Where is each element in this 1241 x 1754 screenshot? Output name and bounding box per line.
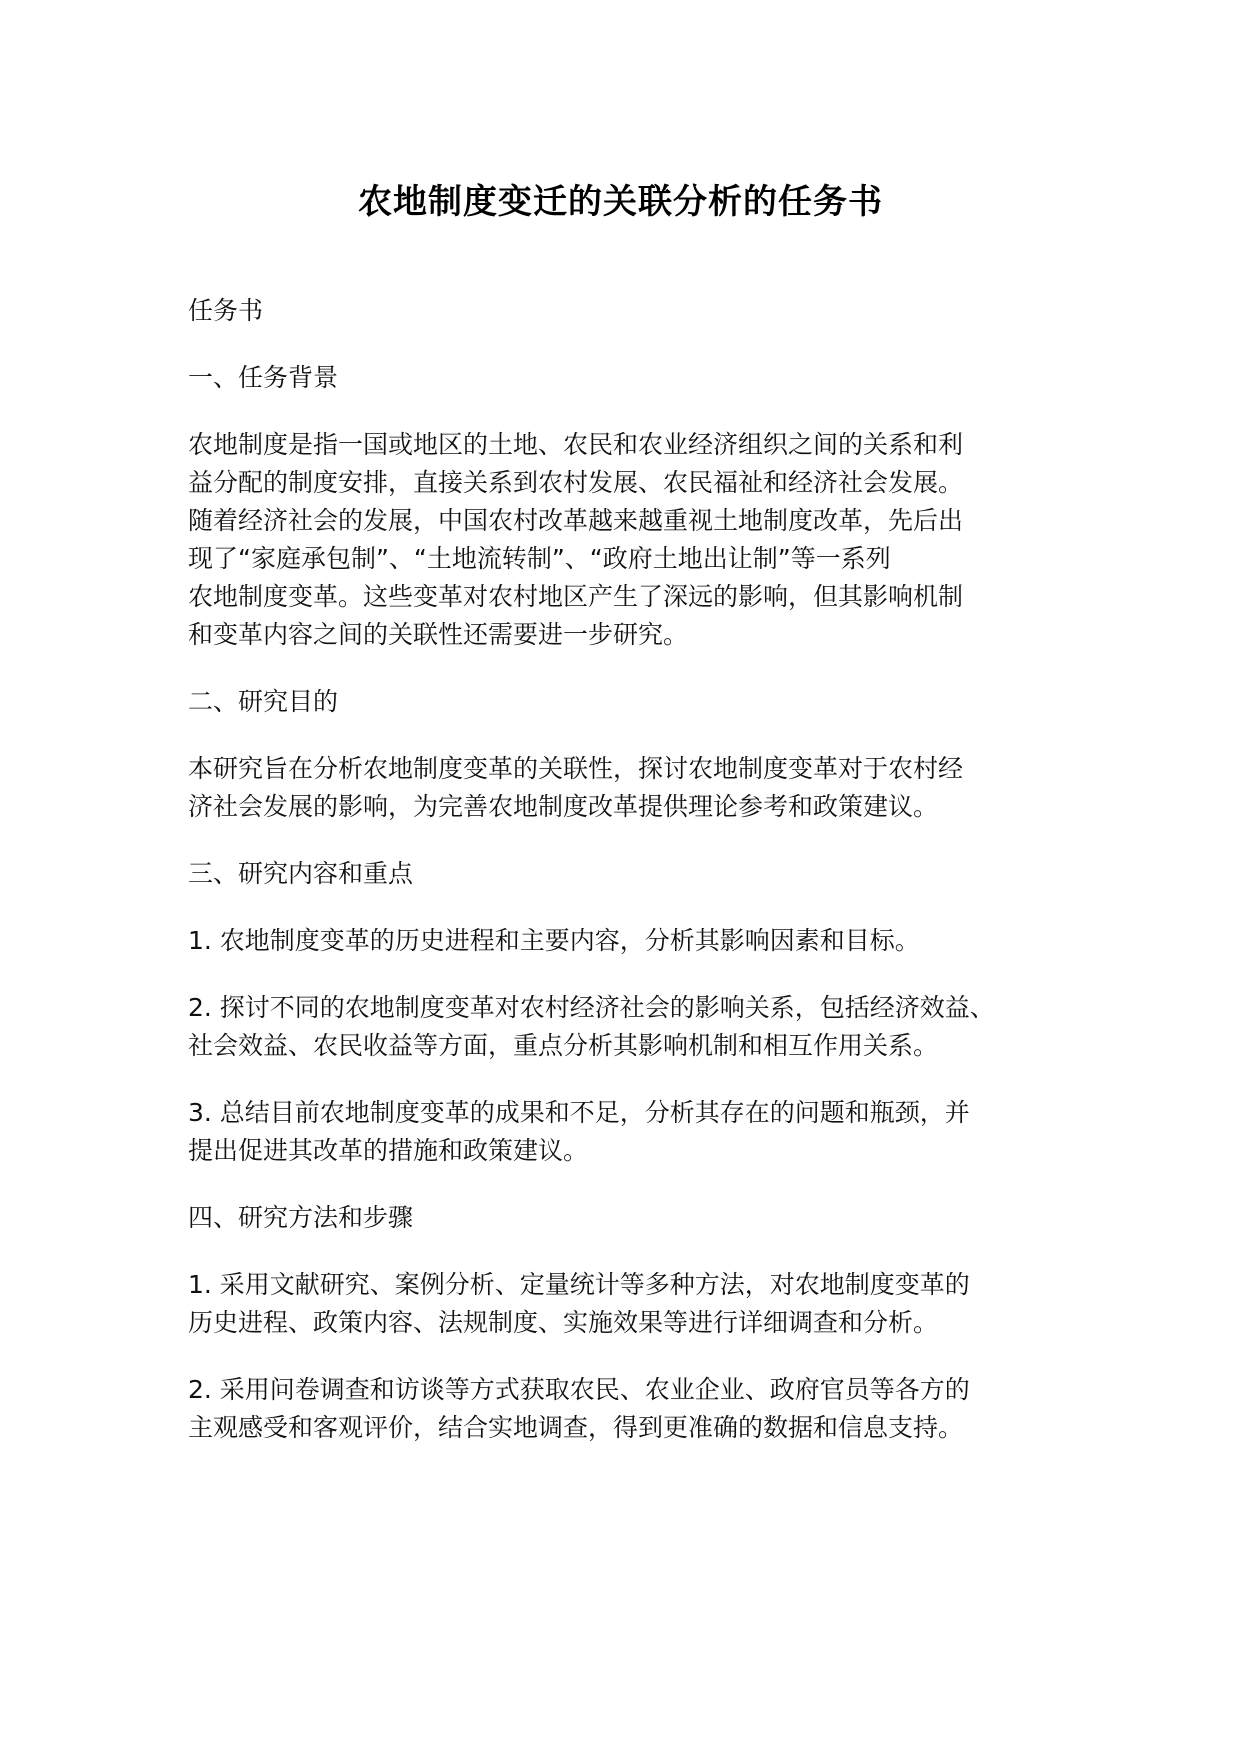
text-line: 现了“家庭承包制”、“土地流转制”、“政府土地出让制”等一系列	[188, 544, 891, 573]
text-line: 益分配的制度安排，直接关系到农村发展、农民福祉和经济社会发展。	[188, 468, 964, 497]
list-item-content-2	[188, 989, 1068, 1065]
text-line: 2. 探讨不同的农地制度变革对农村经济社会的影响关系，包括经济效益、	[188, 993, 995, 1022]
document-body	[188, 292, 1068, 1476]
text-line: 农地制度变革。这些变革对农村地区产生了深远的影响，但其影响机制	[188, 582, 964, 611]
paragraph-purpose	[188, 750, 1068, 826]
text-line: 1. 农地制度变革的历史进程和主要内容，分析其影响因素和目标。	[188, 926, 920, 955]
list-item-content-3	[188, 1094, 1068, 1170]
text-line: 和变革内容之间的关联性还需要进一步研究。	[188, 620, 689, 649]
text-line: 农地制度是指一国或地区的土地、农民和农业经济组织之间的关系和利	[188, 430, 964, 459]
list-item-methods-1	[188, 1266, 1068, 1342]
document-title: 农地制度变迁的关联分析的任务书	[358, 182, 883, 222]
text-line: 历史进程、政策内容、法规制度、实施效果等进行详细调查和分析。	[188, 1308, 939, 1337]
list-item-methods-2	[188, 1371, 1068, 1447]
text-line: 2. 采用问卷调查和访谈等方式获取农民、农业企业、政府官员等各方的	[188, 1375, 970, 1404]
section-heading-methods: 四、研究方法和步骤	[188, 1203, 414, 1232]
section-heading-background: 一、任务背景	[188, 363, 339, 392]
text-line: 3. 总结目前农地制度变革的成果和不足，分析其存在的问题和瓶颈，并	[188, 1098, 970, 1127]
section-heading-content: 三、研究内容和重点	[188, 859, 414, 888]
section-heading-purpose: 二、研究目的	[188, 687, 339, 716]
list-item-content-1	[188, 922, 1068, 960]
text-line: 济社会发展的影响，为完善农地制度改革提供理论参考和政策建议。	[188, 792, 939, 821]
text-line: 主观感受和客观评价，结合实地调查，得到更准确的数据和信息支持。	[188, 1413, 964, 1442]
text-line: 随着经济社会的发展，中国农村改革越来越重视土地制度改革，先后出	[188, 506, 964, 535]
text-line: 1. 采用文献研究、案例分析、定量统计等多种方法，对农地制度变革的	[188, 1270, 970, 1299]
text-line: 社会效益、农民收益等方面，重点分析其影响机制和相互作用关系。	[188, 1031, 939, 1060]
text-line: 提出促进其改革的措施和政策建议。	[188, 1136, 589, 1165]
paragraph-background	[188, 426, 1068, 654]
intro-label: 任务书	[188, 296, 264, 325]
text-line: 本研究旨在分析农地制度变革的关联性，探讨农地制度变革对于农村经	[188, 754, 964, 783]
